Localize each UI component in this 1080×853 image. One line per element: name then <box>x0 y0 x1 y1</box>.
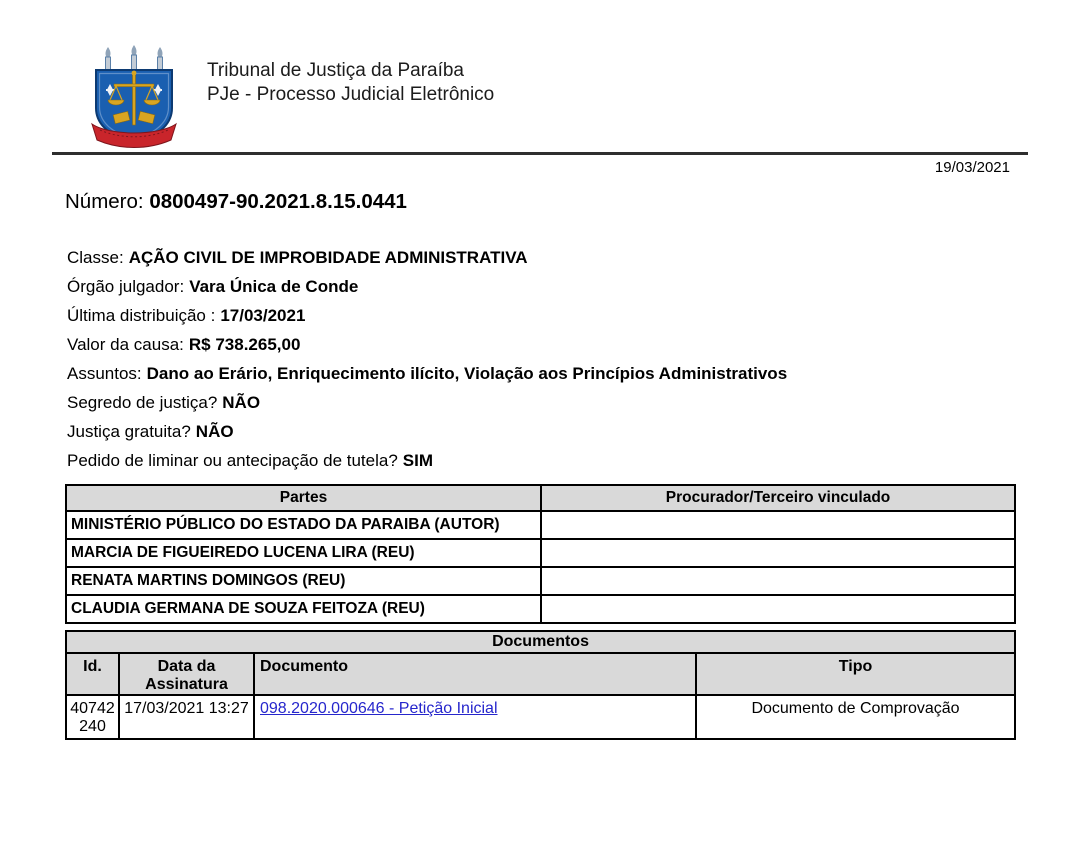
document-row <box>66 695 1015 739</box>
field-pedido-liminar: Pedido de liminar ou antecipação de tutela? SIM <box>67 451 434 470</box>
document-page <box>0 44 1080 853</box>
documentos-table <box>65 630 1016 740</box>
party-name: CLAUDIA GERMANA DE SOUZA FEITOZA (REU) <box>66 595 541 623</box>
court-name: Tribunal de Justiça da Paraíba <box>207 60 465 81</box>
case-number-label: Número: <box>65 190 144 213</box>
partes-column-header: Partes <box>66 485 541 511</box>
party-procurador <box>541 567 1015 595</box>
documentos-header-row <box>66 653 1015 695</box>
party-procurador <box>541 511 1015 539</box>
document-type: Documento de Comprovação <box>696 695 1015 739</box>
party-name: MARCIA DE FIGUEIREDO LUCENA LIRA (REU) <box>66 539 541 567</box>
tipo-column-header: Tipo <box>696 653 1015 695</box>
document-signature-date: 17/03/2021 13:27 <box>119 695 254 739</box>
field-valor-causa: Valor da causa: R$ 738.265,00 <box>67 335 301 354</box>
header-titles <box>207 59 494 107</box>
party-name: RENATA MARTINS DOMINGOS (REU) <box>66 567 541 595</box>
field-classe: Classe: AÇÃO CIVIL DE IMPROBIDADE ADMINISTRATIVA <box>67 248 528 267</box>
partes-header-row <box>66 485 1015 511</box>
party-row <box>66 595 1015 623</box>
torch-icons <box>106 45 163 73</box>
document-date: 19/03/2021 <box>934 159 1010 176</box>
party-name: MINISTÉRIO PÚBLICO DO ESTADO DA PARAIBA (AUTOR) <box>66 511 541 539</box>
field-segredo-justica: Segredo de justiça? NÃO <box>67 393 261 412</box>
case-number-value: 0800497-90.2021.8.15.0441 <box>149 190 407 213</box>
data-assinatura-column-header: Data da Assinatura <box>119 653 254 695</box>
document-link-cell <box>254 695 696 739</box>
document-id: 40742 240 <box>66 695 119 739</box>
field-orgao-julgador: Órgão julgador: Vara Única de Conde <box>67 277 359 296</box>
case-fields <box>67 243 1080 475</box>
party-row <box>66 539 1015 567</box>
documentos-banner-row <box>66 631 1015 653</box>
field-assuntos: Assuntos: Dano ao Erário, Enriquecimento ilícito, Violação aos Princípios Administrativos <box>67 364 788 383</box>
field-ultima-distribuicao: Última distribuição : 17/03/2021 <box>67 306 306 325</box>
field-justica-gratuita: Justiça gratuita? NÃO <box>67 422 234 441</box>
document-link[interactable]: 098.2020.000646 - Petição Inicial <box>260 700 498 717</box>
documentos-title: Documentos <box>66 631 1015 653</box>
party-row <box>66 511 1015 539</box>
id-column-header: Id. <box>66 653 119 695</box>
header-divider <box>52 152 1028 155</box>
system-name: PJe - Processo Judicial Eletrônico <box>207 84 495 105</box>
documento-column-header: Documento <box>254 653 696 695</box>
case-number-line <box>65 190 1080 214</box>
partes-table <box>65 484 1016 624</box>
document-header <box>86 44 1080 150</box>
party-procurador <box>541 539 1015 567</box>
tjpb-coat-of-arms-logo <box>86 44 182 150</box>
procurador-column-header: Procurador/Terceiro vinculado <box>541 485 1015 511</box>
party-procurador <box>541 595 1015 623</box>
party-row <box>66 567 1015 595</box>
